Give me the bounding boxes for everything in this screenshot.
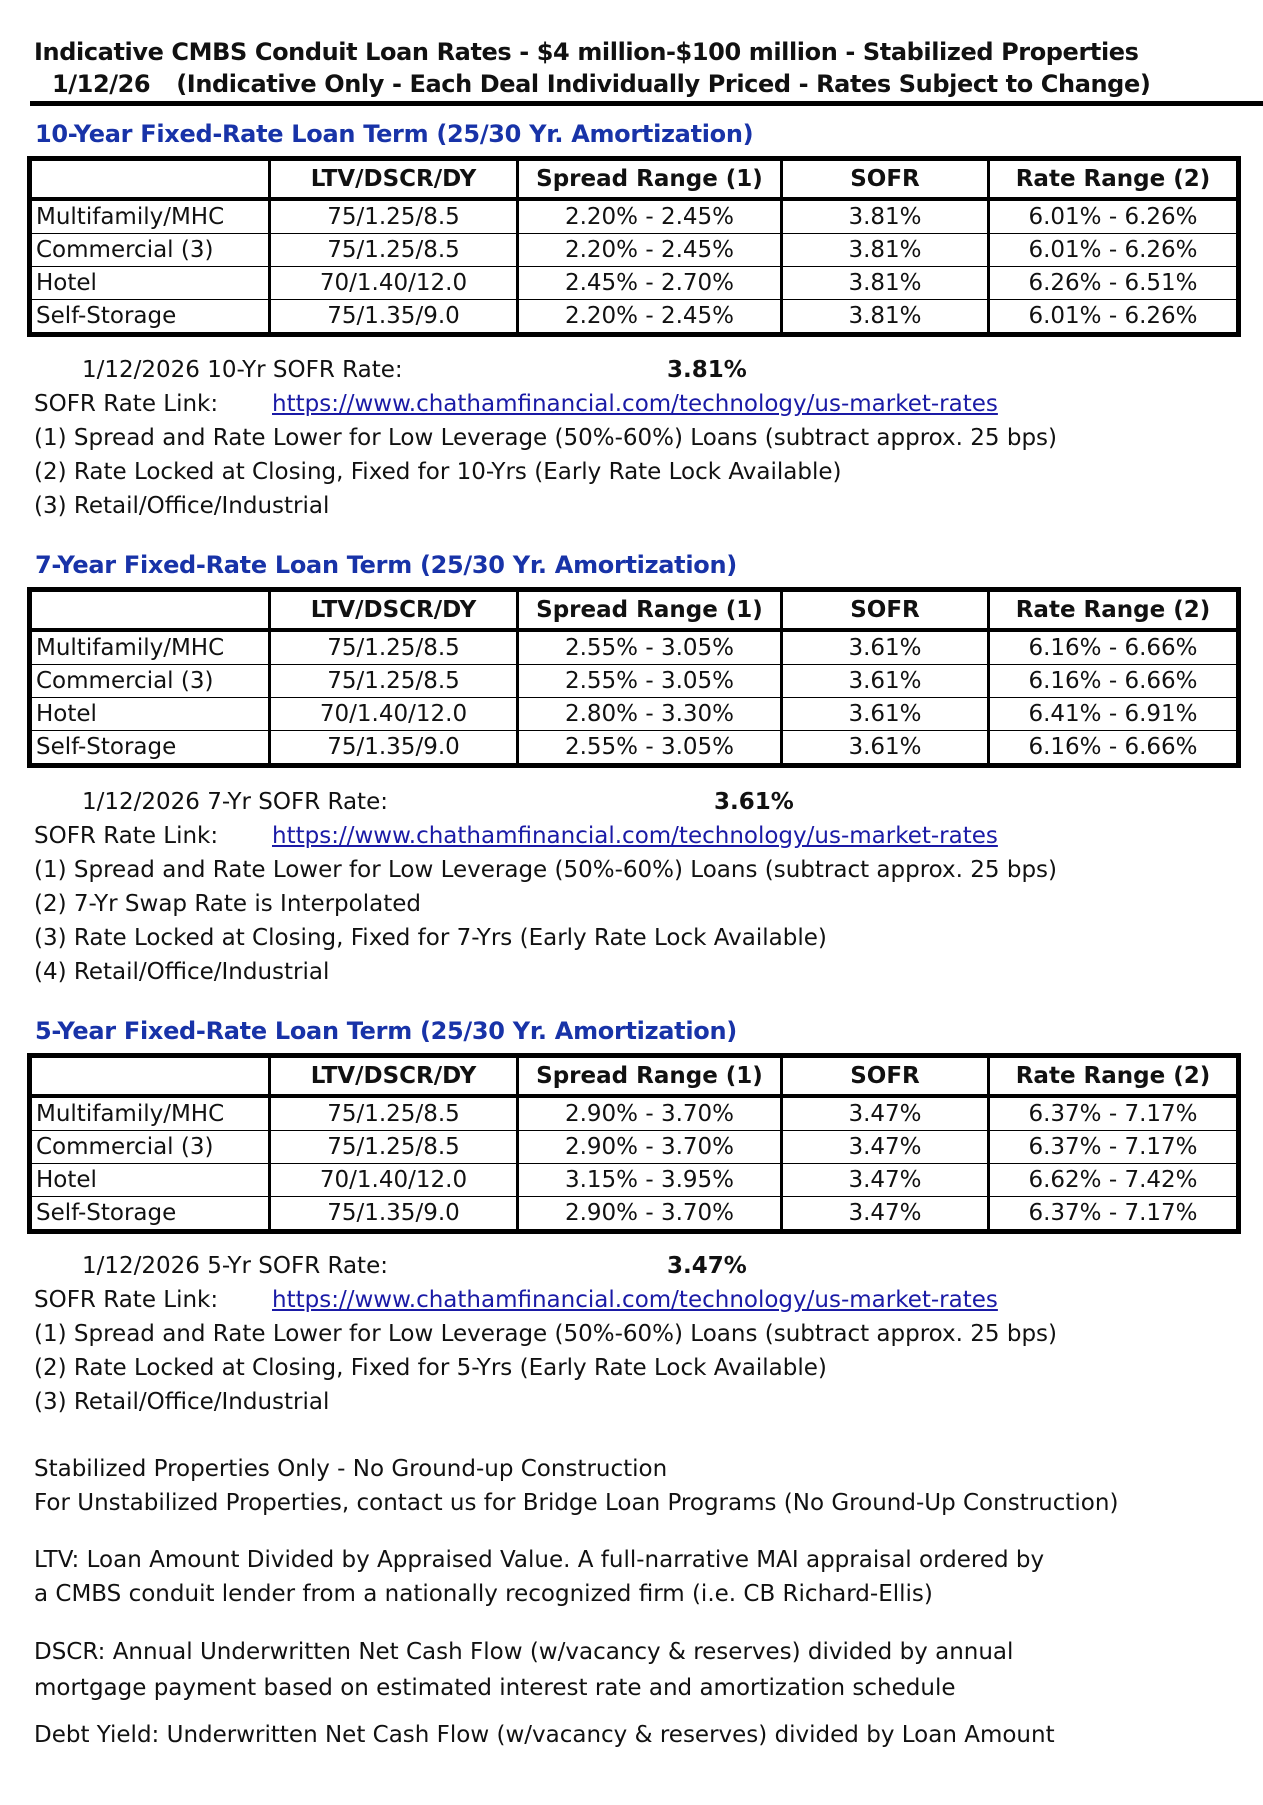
- table-row: [30, 665, 1239, 698]
- footnote: (4) Retail/Office/Industrial: [34, 959, 330, 985]
- ltv-dscr-dy: 75/1.25/8.5: [270, 1096, 518, 1131]
- section-heading-7yr: 7-Year Fixed-Rate Loan Term (25/30 Yr. Amortization): [35, 551, 737, 579]
- col-header-type: [30, 1056, 270, 1097]
- sofr-rate-value: 3.47%: [667, 1253, 747, 1279]
- spread-range: 2.55% - 3.05%: [518, 731, 782, 766]
- sofr-link-line: [34, 387, 1057, 421]
- col-header-ltv: LTV/DSCR/DY: [270, 1056, 518, 1097]
- table-row: [30, 731, 1239, 766]
- property-type: Commercial (3): [30, 234, 270, 267]
- ltv-line-2: a CMBS conduit lender from a nationally recognized firm (i.e. CB Richard-Ellis): [34, 1581, 933, 1607]
- sofr-link-label: SOFR Rate Link:: [34, 823, 219, 849]
- property-type: Hotel: [30, 267, 270, 300]
- rate-range: 6.37% - 7.17%: [989, 1096, 1239, 1131]
- debt-yield-line: Debt Yield: Underwritten Net Cash Flow (w/vacancy & reserves) divided by Loan Amount: [34, 1722, 1055, 1748]
- ltv-dscr-dy: 70/1.40/12.0: [270, 698, 518, 731]
- sofr: 3.81%: [782, 300, 989, 335]
- footnote: (2) 7-Yr Swap Rate is Interpolated: [34, 891, 421, 917]
- sofr: 3.61%: [782, 665, 989, 698]
- rate-range: 6.16% - 6.66%: [989, 731, 1239, 766]
- table-row: [30, 267, 1239, 300]
- sofr: 3.47%: [782, 1164, 989, 1197]
- sofr-rate-line: [34, 353, 1057, 387]
- spread-range: 2.20% - 2.45%: [518, 199, 782, 234]
- header-date: 1/12/26: [52, 70, 151, 98]
- ltv-definition: [34, 1543, 1044, 1611]
- sofr: 3.81%: [782, 199, 989, 234]
- table-row: [30, 1096, 1239, 1131]
- spread-range: 2.55% - 3.05%: [518, 665, 782, 698]
- sofr-link-label: SOFR Rate Link:: [34, 1287, 219, 1313]
- ltv-dscr-dy: 75/1.25/8.5: [270, 199, 518, 234]
- property-type: Multifamily/MHC: [30, 199, 270, 234]
- sofr-rate-link[interactable]: https://www.chathamfinancial.com/technology/us-market-rates: [272, 823, 998, 849]
- sofr: 3.61%: [782, 630, 989, 665]
- rate-range: 6.16% - 6.66%: [989, 665, 1239, 698]
- table-row: [30, 1131, 1239, 1164]
- rate-range: 6.62% - 7.42%: [989, 1164, 1239, 1197]
- sofr: 3.47%: [782, 1131, 989, 1164]
- col-header-type: [30, 590, 270, 631]
- property-type: Multifamily/MHC: [30, 1096, 270, 1131]
- rate-range: 6.16% - 6.66%: [989, 630, 1239, 665]
- stabilized-note: [34, 1452, 1118, 1520]
- col-header-sofr: SOFR: [782, 159, 989, 200]
- col-header-ltv: LTV/DSCR/DY: [270, 159, 518, 200]
- stabilized-line-2: For Unstabilized Properties, contact us for Bridge Loan Programs (No Ground-Up Construction): [34, 1490, 1119, 1516]
- document-title: [34, 36, 1263, 100]
- footnote: (1) Spread and Rate Lower for Low Leverage (50%-60%) Loans (subtract approx. 25 bps): [34, 1321, 1058, 1347]
- table-row: [30, 630, 1239, 665]
- section-heading-5yr: 5-Year Fixed-Rate Loan Term (25/30 Yr. Amortization): [35, 1017, 737, 1045]
- col-header-rate: Rate Range (2): [989, 590, 1239, 631]
- dscr-line-2: mortgage payment based on estimated interest rate and amortization schedule: [34, 1675, 956, 1701]
- header-divider: [30, 101, 1263, 106]
- col-header-sofr: SOFR: [782, 1056, 989, 1097]
- table-row: [30, 698, 1239, 731]
- rate-range: 6.01% - 6.26%: [989, 300, 1239, 335]
- dscr-definition: [34, 1634, 1013, 1706]
- sofr: 3.61%: [782, 731, 989, 766]
- sofr-rate-label: 1/12/2026 5-Yr SOFR Rate:: [82, 1253, 388, 1279]
- notes-10yr: [34, 353, 1057, 523]
- ltv-dscr-dy: 70/1.40/12.0: [270, 267, 518, 300]
- sofr-rate-value: 3.81%: [667, 357, 747, 383]
- footnote: (1) Spread and Rate Lower for Low Leverage (50%-60%) Loans (subtract approx. 25 bps): [34, 425, 1058, 451]
- col-header-spread: Spread Range (1): [518, 590, 782, 631]
- table-row: [30, 234, 1239, 267]
- spread-range: 2.80% - 3.30%: [518, 698, 782, 731]
- ltv-line-1: LTV: Loan Amount Divided by Appraised Value. A full-narrative MAI appraisal ordered by: [34, 1547, 1045, 1573]
- dscr-line-1: DSCR: Annual Underwritten Net Cash Flow (w/vacancy & reserves) divided by annual: [34, 1639, 1014, 1665]
- rate-range: 6.01% - 6.26%: [989, 234, 1239, 267]
- sofr-rate-value: 3.61%: [714, 789, 794, 815]
- spread-range: 2.90% - 3.70%: [518, 1096, 782, 1131]
- col-header-sofr: SOFR: [782, 590, 989, 631]
- property-type: Hotel: [30, 698, 270, 731]
- notes-5yr: [34, 1249, 1057, 1419]
- col-header-spread: Spread Range (1): [518, 1056, 782, 1097]
- property-type: Commercial (3): [30, 1131, 270, 1164]
- ltv-dscr-dy: 75/1.25/8.5: [270, 1131, 518, 1164]
- sofr: 3.47%: [782, 1096, 989, 1131]
- sofr-link-line: [34, 1283, 1057, 1317]
- sofr-rate-label: 1/12/2026 7-Yr SOFR Rate:: [82, 789, 388, 815]
- col-header-spread: Spread Range (1): [518, 159, 782, 200]
- spread-range: 2.20% - 2.45%: [518, 234, 782, 267]
- spread-range: 2.20% - 2.45%: [518, 300, 782, 335]
- ltv-dscr-dy: 75/1.35/9.0: [270, 1197, 518, 1232]
- sofr: 3.81%: [782, 234, 989, 267]
- table-header-row: [30, 1056, 1239, 1097]
- col-header-rate: Rate Range (2): [989, 1056, 1239, 1097]
- table-row: [30, 1164, 1239, 1197]
- sofr-rate-label: 1/12/2026 10-Yr SOFR Rate:: [82, 357, 403, 383]
- spread-range: 2.55% - 3.05%: [518, 630, 782, 665]
- rates-table-7yr: [27, 587, 1241, 768]
- rate-range: 6.01% - 6.26%: [989, 199, 1239, 234]
- rates-table-10yr: [27, 156, 1241, 337]
- header-subtitle: (Indicative Only - Each Deal Individually Priced - Rates Subject to Change): [176, 70, 1151, 98]
- sofr-link-label: SOFR Rate Link:: [34, 391, 219, 417]
- property-type: Multifamily/MHC: [30, 630, 270, 665]
- footnote: (3) Rate Locked at Closing, Fixed for 7-Yrs (Early Rate Lock Available): [34, 925, 827, 951]
- section-heading-10yr: 10-Year Fixed-Rate Loan Term (25/30 Yr. Amortization): [35, 120, 754, 148]
- sofr: 3.81%: [782, 267, 989, 300]
- col-header-rate: Rate Range (2): [989, 159, 1239, 200]
- table-row: [30, 1197, 1239, 1232]
- spread-range: 3.15% - 3.95%: [518, 1164, 782, 1197]
- table-row: [30, 300, 1239, 335]
- rates-table-5yr: [27, 1053, 1241, 1234]
- footnote: (1) Spread and Rate Lower for Low Leverage (50%-60%) Loans (subtract approx. 25 bps): [34, 857, 1058, 883]
- sofr: 3.47%: [782, 1197, 989, 1232]
- ltv-dscr-dy: 75/1.35/9.0: [270, 731, 518, 766]
- ltv-dscr-dy: 75/1.25/8.5: [270, 630, 518, 665]
- property-type: Commercial (3): [30, 665, 270, 698]
- ltv-dscr-dy: 70/1.40/12.0: [270, 1164, 518, 1197]
- footnote: (2) Rate Locked at Closing, Fixed for 5-Yrs (Early Rate Lock Available): [34, 1355, 827, 1381]
- property-type: Self-Storage: [30, 1197, 270, 1232]
- title-line: Indicative CMBS Conduit Loan Rates - $4 million-$100 million - Stabilized Properties: [34, 38, 1139, 66]
- col-header-type: [30, 159, 270, 200]
- rate-range: 6.37% - 7.17%: [989, 1131, 1239, 1164]
- rate-range: 6.37% - 7.17%: [989, 1197, 1239, 1232]
- footnote: (3) Retail/Office/Industrial: [34, 493, 330, 519]
- property-type: Self-Storage: [30, 731, 270, 766]
- stabilized-line-1: Stabilized Properties Only - No Ground-up Construction: [34, 1456, 668, 1482]
- col-header-ltv: LTV/DSCR/DY: [270, 590, 518, 631]
- spread-range: 2.45% - 2.70%: [518, 267, 782, 300]
- sofr-rate-link[interactable]: https://www.chathamfinancial.com/technology/us-market-rates: [272, 391, 998, 417]
- table-header-row: [30, 590, 1239, 631]
- property-type: Self-Storage: [30, 300, 270, 335]
- debt-yield-definition: [34, 1718, 1055, 1752]
- sofr: 3.61%: [782, 698, 989, 731]
- ltv-dscr-dy: 75/1.25/8.5: [270, 665, 518, 698]
- rate-range: 6.41% - 6.91%: [989, 698, 1239, 731]
- footnote: (2) Rate Locked at Closing, Fixed for 10-Yrs (Early Rate Lock Available): [34, 459, 842, 485]
- sofr-rate-line: [34, 785, 1057, 819]
- notes-7yr: [34, 785, 1057, 989]
- footnote: (3) Retail/Office/Industrial: [34, 1389, 330, 1415]
- property-type: Hotel: [30, 1164, 270, 1197]
- spread-range: 2.90% - 3.70%: [518, 1197, 782, 1232]
- rate-range: 6.26% - 6.51%: [989, 267, 1239, 300]
- sofr-link-line: [34, 819, 1057, 853]
- table-row: [30, 199, 1239, 234]
- table-header-row: [30, 159, 1239, 200]
- sofr-rate-line: [34, 1249, 1057, 1283]
- spread-range: 2.90% - 3.70%: [518, 1131, 782, 1164]
- subtitle-line: [34, 68, 1263, 100]
- sofr-rate-link[interactable]: https://www.chathamfinancial.com/technology/us-market-rates: [272, 1287, 998, 1313]
- ltv-dscr-dy: 75/1.35/9.0: [270, 300, 518, 335]
- ltv-dscr-dy: 75/1.25/8.5: [270, 234, 518, 267]
